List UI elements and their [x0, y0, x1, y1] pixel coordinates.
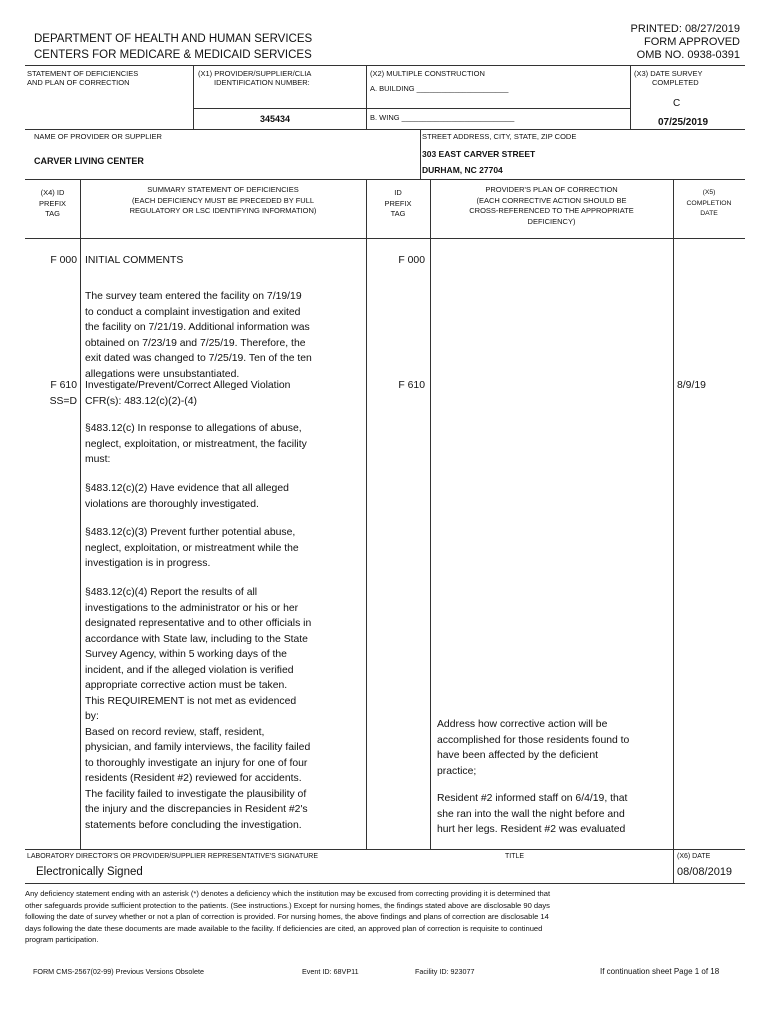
rule	[366, 108, 630, 109]
x5-header-line: (X5)	[702, 189, 716, 196]
rule	[366, 65, 367, 129]
id-header-line: PREFIX	[384, 198, 412, 208]
agency-name: CENTERS FOR MEDICARE & MEDICAID SERVICES	[34, 49, 312, 61]
rule	[366, 179, 367, 849]
summary-header	[80, 185, 366, 217]
facility-id: Facility ID: 923077	[415, 967, 475, 976]
rule	[25, 129, 745, 130]
plan-header-line: PROVIDER'S PLAN OF CORRECTION	[485, 185, 618, 194]
street-address: 303 EAST CARVER STREET	[422, 149, 536, 159]
summary-header-line: REGULATORY OR LSC IDENTIFYING INFORMATION)	[129, 206, 317, 215]
scope-severity: SS=D	[49, 396, 77, 407]
plan-header-line: DEFICIENCY)	[527, 216, 576, 226]
summary-paragraph: §483.12(c) In response to allegations of abuse, neglect, exploitation, or mistreatment, the facility must:	[85, 423, 307, 465]
signature-date: 08/08/2019	[677, 866, 733, 878]
x3-label: (X3) DATE SURVEY	[634, 69, 703, 78]
rule	[193, 108, 366, 109]
x4-header	[25, 188, 80, 220]
summary-paragraph: The survey team entered the facility on 7/19/19 to conduct a complaint investigation and exited the facility on 7/21/19. Additional information was obtained on 7/23/19 and 7/25/19. Therefore, the exit dated was changed to 7/25/19. Ten of the ten allegations were unsubstantiated.	[85, 291, 312, 380]
id-header	[366, 188, 430, 220]
x4-header-line: PREFIX	[38, 198, 67, 208]
rule	[25, 849, 745, 850]
statement-label-2: AND PLAN OF CORRECTION	[27, 78, 130, 87]
building-field: A. BUILDING ______________________	[370, 84, 509, 93]
x1-label: (X1) PROVIDER/SUPPLIER/CLIA	[198, 69, 312, 78]
summary-paragraph: Investigate/Prevent/Correct Alleged Violation CFR(s): 483.12(c)(2)-(4)	[85, 380, 291, 407]
form-number: FORM CMS-2567(02-99) Previous Versions Obsolete	[33, 967, 204, 976]
provider-name: CARVER LIVING CENTER	[34, 156, 144, 166]
x1-sublabel: IDENTIFICATION NUMBER:	[214, 78, 310, 87]
id-prefix-tag: F 610	[398, 380, 425, 391]
x2-label: (X2) MULTIPLE CONSTRUCTION	[370, 69, 485, 78]
summary-header-line: SUMMARY STATEMENT OF DEFICIENCIES	[147, 185, 299, 194]
rule	[25, 65, 745, 66]
survey-date: 07/25/2019	[658, 117, 709, 128]
x5-header-line: COMPLETION	[686, 199, 732, 207]
rule	[673, 849, 674, 883]
signature-value: Electronically Signed	[36, 866, 143, 878]
plan-header-line: (EACH CORRECTIVE ACTION SHOULD BE	[476, 195, 627, 205]
id-header-line: ID	[394, 188, 402, 197]
signature-label: LABORATORY DIRECTOR'S OR PROVIDER/SUPPLIER REPRESENTATIVE'S SIGNATURE	[27, 853, 319, 860]
plan-header-line: CROSS-REFERENCED TO THE APPROPRIATE	[469, 206, 634, 215]
summary-paragraph: §483.12(c)(2) Have evidence that all alleged violations are thoroughly investigated.	[85, 483, 289, 510]
rule	[193, 65, 194, 129]
prefix-tag: F 610	[50, 380, 77, 391]
wing-field: B. WING ___________________________	[370, 113, 515, 122]
title-label: TITLE	[505, 853, 525, 860]
survey-type: C	[673, 98, 681, 109]
summary-paragraph: §483.12(c)(3) Prevent further potential abuse, neglect, exploitation, or mistreatment while the investigation is in progress.	[85, 527, 299, 569]
page-number: If continuation sheet Page 1 of 18	[600, 967, 720, 976]
plan-paragraph: Address how corrective action will be accomplished for those residents found to have been affected by the deficient practice;	[437, 719, 630, 777]
x5-header	[673, 188, 745, 220]
x5-header-line: DATE	[700, 210, 718, 217]
x3-sublabel: COMPLETED	[652, 78, 699, 87]
printed-date: PRINTED: 08/27/2019	[630, 23, 740, 35]
rule	[673, 179, 674, 849]
statement-label-1: STATEMENT OF DEFICIENCIES	[27, 69, 139, 78]
prefix-tag: F 000	[50, 255, 77, 266]
omb-number: OMB NO. 0938-0391	[636, 49, 740, 61]
summary-paragraph: §483.12(c)(4) Report the results of all investigations to the administrator or his or her designated representative and to other officials in accordance with State law, including to the State Survey Agency, within 5 working days of the incident, and if the alleged violation is verified appropriate corrective action must be taken. This REQUIREMENT is not met as evidenced by: Based on record review, staff, resident, physician, and family interviews, the facility failed to thoroughly investigate an injury for one of four residents (Resident #2) reviewed for accidents. The facility failed to investigate the plausibility of the injury and the discrepancies in Resident #2's statements before concluding the investigation.	[85, 587, 312, 831]
id-header-line: TAG	[390, 209, 406, 218]
rule	[25, 179, 745, 180]
initial-comments-heading: INITIAL COMMENTS	[85, 255, 184, 266]
disclaimer: Any deficiency statement ending with an asterisk (*) denotes a deficiency which the institution may be excused from correcting providing it is determined that other safeguards provide sufficient protection to the patients. (See instructions.) Except for nursing homes, the findings stated above are disclosable 90 days following the date of survey whether or not a plan of correction is provided. For nursing homes, the above findings and plans of correction are disclosable 14 days following the date these documents are made available to the facility. If deficiencies are cited, an approved plan of correction is requisite to continued program participation.	[25, 889, 551, 944]
department-name: DEPARTMENT OF HEALTH AND HUMAN SERVICES	[34, 33, 313, 45]
x4-header-line: TAG	[45, 209, 60, 218]
clia-number: 345434	[260, 114, 291, 124]
rule	[80, 179, 81, 849]
id-prefix-tag: F 000	[398, 255, 425, 266]
rule	[25, 883, 745, 884]
rule	[25, 238, 745, 239]
plan-paragraph: Resident #2 informed staff on 6/4/19, that she ran into the wall the night before and hurt her legs. Resident #2 was evaluated	[437, 793, 628, 835]
summary-header-line: (EACH DEFICIENCY MUST BE PRECEDED BY FULL	[131, 195, 315, 205]
x4-header-line: (X4) ID	[40, 188, 65, 197]
date-label: (X6) DATE	[677, 853, 711, 860]
completion-date: 8/9/19	[677, 380, 706, 391]
address-label: STREET ADDRESS, CITY, STATE, ZIP CODE	[422, 132, 577, 141]
provider-name-label: NAME OF PROVIDER OR SUPPLIER	[34, 132, 162, 141]
rule	[630, 65, 631, 129]
form-approved: FORM APPROVED	[644, 36, 740, 48]
plan-header	[430, 185, 673, 227]
city-state-zip: DURHAM, NC 27704	[422, 165, 503, 175]
event-id: Event ID: 68VP11	[302, 967, 359, 976]
rule	[420, 129, 421, 179]
rule	[430, 179, 431, 849]
